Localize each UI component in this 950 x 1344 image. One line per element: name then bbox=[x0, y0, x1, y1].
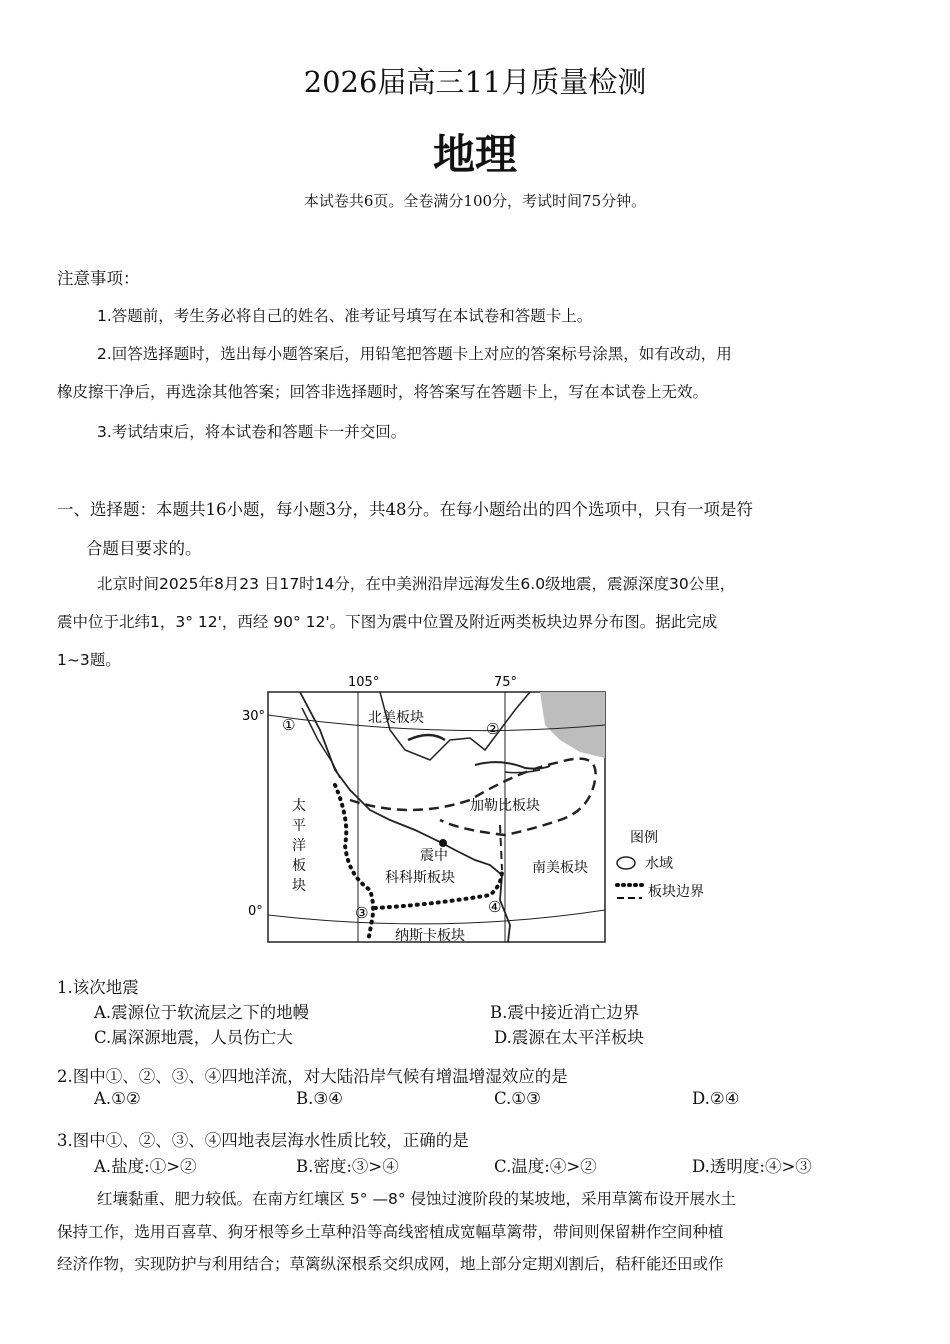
question-1-option-a[interactable]: A.震源位于软流层之下的地幔 bbox=[94, 1003, 310, 1022]
passage-2-line-3: 经济作物，实现防护与利用结合；草篱纵深根系交织成网，地上部分定期刈割后，秸秆能还田或作 bbox=[57, 1255, 724, 1273]
question-2-option-a[interactable]: A.①② bbox=[94, 1089, 141, 1108]
notice-heading: 注意事项： bbox=[57, 269, 140, 288]
label-cocos-plate: 科科斯板块 bbox=[385, 870, 455, 886]
caribbean-plate-boundary bbox=[350, 759, 596, 835]
label-marker-3: ③ bbox=[355, 904, 369, 922]
label-lon-75: 75° bbox=[494, 675, 518, 690]
label-pacific-plate-1: 太 bbox=[292, 798, 306, 814]
epicenter-dot bbox=[439, 839, 447, 847]
passage-2-line-2: 保持工作，选用百喜草、狗牙根等乡土草种沿等高线密植成宽幅草篱带，带间则保留耕作空间种植 bbox=[57, 1223, 724, 1241]
coastline-gulf bbox=[380, 692, 530, 760]
question-1-option-b[interactable]: B.震中接近消亡边界 bbox=[490, 1003, 640, 1022]
question-1-stem: 1.该次地震 bbox=[57, 978, 139, 997]
question-2-stem: 2.图中①、②、③、④四地洋流，对大陆沿岸气候有增温增湿效应的是 bbox=[57, 1067, 568, 1086]
label-south-american-plate: 南美板块 bbox=[532, 860, 588, 876]
caribbean-south-boundary bbox=[500, 825, 502, 870]
coastline-americas bbox=[300, 692, 510, 942]
section-1-heading-line-1: 一、选择题：本题共16小题，每小题3分，共48分。在每小题给出的四个选项中，只有一项是符 bbox=[57, 500, 753, 519]
question-3-option-c[interactable]: C.温度:④>② bbox=[494, 1157, 597, 1176]
passage-2-line-1: 红壤黏重、肥力较低。在南方红壤区 5° —8° 侵蚀过渡阶段的某坡地，采用草篱布设开展水土 bbox=[97, 1190, 737, 1208]
question-3-option-b[interactable]: B.密度:③>④ bbox=[296, 1157, 399, 1176]
exam-info: 本试卷共6页。全卷满分100分，考试时间75分钟。 bbox=[303, 192, 647, 210]
label-marker-2: ② bbox=[486, 720, 500, 738]
label-pacific-plate-3: 洋 bbox=[292, 838, 306, 854]
legend-boundary-label: 板块边界 bbox=[648, 884, 704, 900]
label-north-american-plate: 北美板块 bbox=[368, 710, 424, 726]
label-marker-1: ① bbox=[282, 716, 296, 734]
label-lat-0: 0° bbox=[248, 904, 263, 919]
question-3-option-a[interactable]: A.盐度:①>② bbox=[94, 1157, 197, 1176]
label-lon-105: 105° bbox=[348, 675, 380, 690]
land-shading bbox=[540, 692, 605, 758]
question-1-option-d[interactable]: D.震源在太平洋板块 bbox=[494, 1028, 644, 1047]
section-1-heading-line-2: 合题目要求的。 bbox=[86, 539, 202, 558]
gulf-coast-bold bbox=[408, 735, 445, 740]
question-3-stem: 3.图中①、②、③、④四地表层海水性质比较，正确的是 bbox=[57, 1131, 469, 1150]
label-pacific-plate-5: 块 bbox=[292, 878, 306, 894]
notice-item-2-line-2: 橡皮擦干净后，再选涂其他答案；回答非选择题时，将答案写在答题卡上，写在本试卷上无效。 bbox=[57, 383, 709, 401]
passage-1-line-2: 震中位于北纬1，3° 12'，西经 90° 12'。下图为震中位置及附近两类板块边界分布图。据此完成 bbox=[57, 613, 718, 631]
subject-title: 地理 bbox=[432, 130, 517, 179]
label-marker-4: ④ bbox=[488, 898, 502, 916]
label-nazca-plate: 纳斯卡板块 bbox=[395, 928, 465, 944]
label-lat-30: 30° bbox=[242, 709, 266, 724]
legend-water-symbol bbox=[617, 857, 635, 869]
question-2-option-b[interactable]: B.③④ bbox=[296, 1089, 343, 1108]
passage-1-line-3: 1~3题。 bbox=[57, 651, 121, 669]
label-epicenter: 震中 bbox=[420, 848, 448, 864]
exam-title: 2026届高三11月质量检测 bbox=[303, 65, 647, 99]
label-pacific-plate-2: 平 bbox=[292, 818, 306, 834]
label-pacific-plate-4: 板 bbox=[292, 858, 306, 874]
baja-coast bbox=[302, 708, 340, 778]
question-2-option-c[interactable]: C.①③ bbox=[494, 1089, 541, 1108]
notice-item-2-line-1: 2.回答选择题时，选出每小题答案后，用铅笔把答题卡上对应的答案标号涂黑，如有改动，用 bbox=[97, 345, 732, 363]
parallel-0 bbox=[268, 910, 605, 924]
legend-title: 图例 bbox=[630, 830, 658, 846]
notice-item-1: 1.答题前，考生务必将自己的姓名、准考证号填写在本试卷和答题卡上。 bbox=[97, 307, 593, 325]
legend-water-label: 水域 bbox=[645, 856, 673, 872]
notice-item-3: 3.考试结束后，将本试卷和答题卡一并交回。 bbox=[97, 423, 407, 441]
plate-boundary-map bbox=[240, 670, 720, 950]
question-3-option-d[interactable]: D.透明度:④>③ bbox=[692, 1157, 812, 1176]
question-1-option-c[interactable]: C.属深源地震，人员伤亡大 bbox=[94, 1028, 293, 1047]
label-caribbean-plate: 加勒比板块 bbox=[470, 798, 540, 814]
passage-1-line-1: 北京时间2025年8月23 日17时14分，在中美洲沿岸远海发生6.0级地震，震源深度30公里， bbox=[97, 575, 736, 593]
question-2-option-d[interactable]: D.②④ bbox=[692, 1089, 740, 1108]
